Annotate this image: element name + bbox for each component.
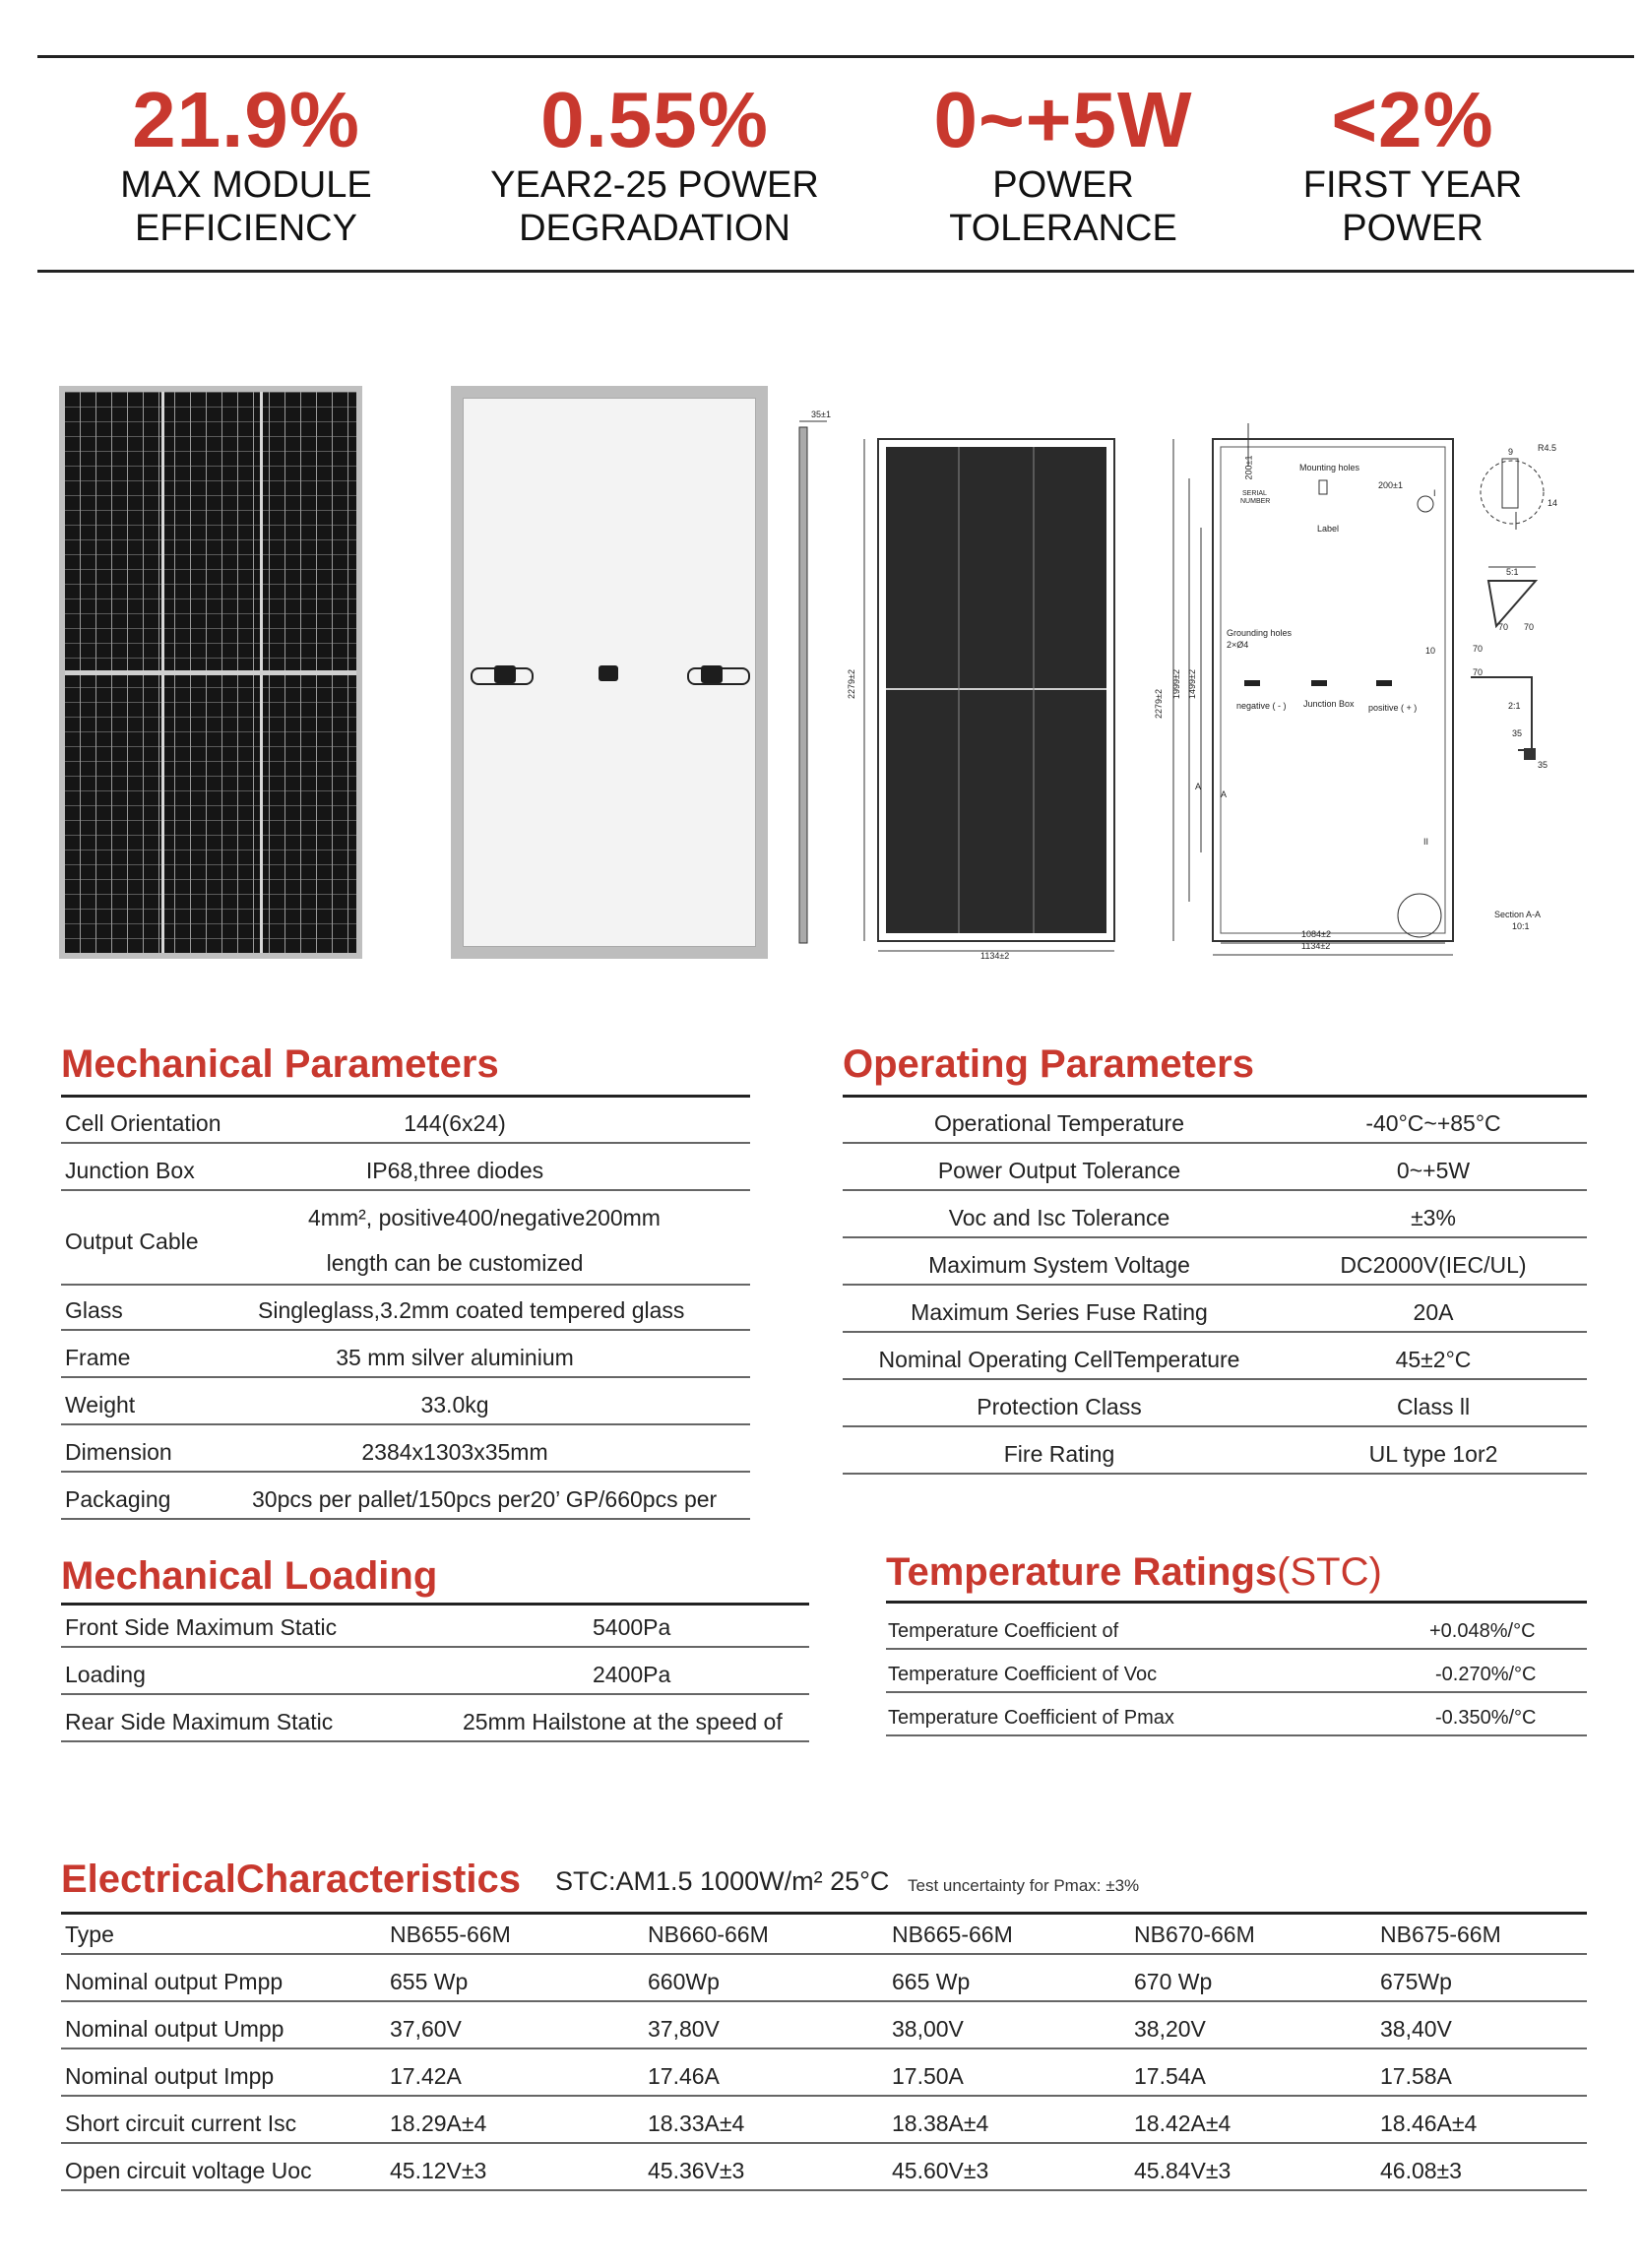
label-junction-box: Junction Box (1303, 699, 1355, 709)
cell-value: NB660-66M (648, 1922, 769, 1947)
kpi-first-year (1235, 77, 1590, 250)
cell-value: 17.42A (390, 2063, 462, 2089)
kpi-efficiency (69, 77, 423, 250)
row-label: Nominal Operating CellTemperature (878, 1347, 1240, 1372)
cell-value: 670 Wp (1134, 1969, 1213, 1994)
row-label: Output Cable (65, 1228, 199, 1254)
table-row (886, 1616, 1587, 1650)
cell-value: 18.38A±4 (892, 2110, 989, 2136)
temperature-title (886, 1549, 1382, 1595)
cell-value: 675Wp (1380, 1969, 1452, 1994)
table-row (886, 1703, 1587, 1736)
table-row (843, 1108, 1587, 1144)
electrical-stc: STC:AM1.5 1000W/m² 25°C (555, 1866, 890, 1896)
cell-value: 45.12V±3 (390, 2158, 487, 2183)
table-row (61, 1390, 750, 1425)
cell-value: 17.58A (1380, 2063, 1452, 2089)
row-value: 33.0kg (420, 1392, 489, 1418)
table-row (61, 2109, 1587, 2144)
row-label: Temperature Coefficient of (888, 1620, 1119, 1642)
label-negative: negative ( - ) (1236, 701, 1287, 711)
row-value: UL type 1or2 (1368, 1441, 1498, 1467)
cell-value: 17.50A (892, 2063, 964, 2089)
kpi-label-line2: DEGRADATION (519, 208, 790, 249)
detail2-scale: 2:1 (1508, 701, 1521, 711)
table-row (61, 1108, 750, 1144)
electrical-rule (61, 1912, 1587, 1915)
dim-side-thickness: 35±1 (811, 410, 831, 419)
table-row (61, 2014, 1587, 2049)
table-row (61, 1343, 750, 1378)
cell-value: 38,20V (1134, 2016, 1206, 2042)
detail1-radius: R4.5 (1538, 443, 1557, 453)
row-label: Power Output Tolerance (937, 1158, 1181, 1183)
row-label: Temperature Coefficient of Pmax (888, 1707, 1174, 1729)
table-row (61, 1660, 809, 1695)
table-row (886, 1660, 1587, 1693)
detail1-scale: 5:1 (1506, 567, 1519, 577)
cell-value: 38,40V (1380, 2016, 1452, 2042)
detail1-9: 9 (1508, 447, 1514, 457)
cell-value: 18.33A±4 (648, 2110, 745, 2136)
detail3-title: Section A-A (1494, 910, 1542, 919)
kpi-label-line2: TOLERANCE (949, 208, 1177, 249)
row-label: Short circuit current Isc (65, 2110, 297, 2136)
label-grounding-size: 2×Ø4 (1227, 640, 1249, 650)
mechanical-title: Mechanical Parameters (61, 1042, 499, 1086)
table-row (61, 1437, 750, 1473)
cell-value: 45.84V±3 (1134, 2158, 1232, 2183)
row-value: 2384x1303x35mm (361, 1439, 548, 1465)
kpi-label-line1: MAX MODULE (120, 164, 372, 206)
cell-value: 45.60V±3 (892, 2158, 989, 2183)
cell-value: 37,80V (648, 2016, 720, 2042)
label-roman-1: I (1433, 488, 1436, 498)
panel-front-image (59, 386, 362, 959)
panel-back-image (451, 386, 768, 959)
dim-inner-height-1: 1999±2 (1170, 669, 1181, 699)
row-value: ±3% (1411, 1205, 1456, 1230)
row-value: -0.270%/°C (1435, 1664, 1537, 1685)
row-label: Operational Temperature (934, 1110, 1184, 1136)
detail2-70c: 70 (1473, 644, 1484, 654)
row-label: Nominal output Umpp (65, 2016, 284, 2042)
dim-front-width: 1134±2 (980, 951, 1010, 961)
label-roman-2: II (1423, 837, 1429, 847)
row-label: Weight (65, 1392, 136, 1418)
row-value: 0~+5W (1396, 1158, 1471, 1183)
row-label: Loading (65, 1662, 146, 1687)
kpi-label-line1: YEAR2-25 POWER (490, 164, 819, 206)
row-label: Open circuit voltage Uoc (65, 2158, 312, 2183)
cell-value: NB670-66M (1134, 1922, 1255, 1947)
label-label: Label (1317, 524, 1340, 534)
table-row (843, 1345, 1587, 1380)
cell-value: NB655-66M (390, 1922, 511, 1947)
cell-value: 665 Wp (892, 1969, 971, 1994)
table-row (61, 1484, 750, 1520)
table-row (843, 1203, 1587, 1238)
row-value: 45±2°C (1395, 1347, 1472, 1372)
row-value: 5400Pa (593, 1614, 671, 1640)
row-value: 2400Pa (593, 1662, 671, 1687)
dim-ten: 10 (1425, 646, 1436, 656)
dim-inner-width: 1084±2 (1301, 929, 1331, 939)
row-value: 4mm², positive400/negative200mm (308, 1205, 661, 1230)
table-row (61, 1707, 809, 1742)
cell-value: 17.54A (1134, 2063, 1206, 2089)
row-value: -0.350%/°C (1435, 1707, 1537, 1729)
temperature-title-main: Temperature Ratings (886, 1550, 1278, 1594)
loading-title: Mechanical Loading (61, 1554, 438, 1598)
kpi-value: 21.9% (132, 76, 360, 163)
table-row (61, 2061, 1587, 2097)
technical-drawing (788, 404, 1634, 975)
row-label: Fire Rating (1003, 1441, 1115, 1467)
kpi-label-line2: EFFICIENCY (135, 208, 357, 249)
row-value: Singleglass,3.2mm coated tempered glass (258, 1297, 685, 1323)
dim-top-offset: 200±1 (1243, 455, 1254, 480)
row-label: Packaging (65, 1486, 171, 1512)
detail2-70a: 70 (1498, 622, 1509, 632)
row-label: Maximum System Voltage (928, 1252, 1190, 1278)
row-value: 30pcs per pallet/150pcs per20’ GP/660pcs per (252, 1486, 718, 1512)
row-value-line2: length can be customized (326, 1250, 584, 1276)
label-mounting-holes: Mounting holes (1299, 463, 1360, 472)
row-value: Class ll (1396, 1394, 1471, 1419)
cell-value: 37,60V (390, 2016, 462, 2042)
detail3-35b: 35 (1538, 760, 1548, 770)
row-value: IP68,three diodes (365, 1158, 544, 1183)
kpi-degradation (477, 77, 832, 250)
detail2-70b: 70 (1524, 622, 1535, 632)
table-row (61, 1156, 750, 1191)
table-row (843, 1439, 1587, 1475)
row-value: 35 mm silver aluminium (336, 1345, 574, 1370)
dim-back-height: 2279±2 (1153, 689, 1164, 719)
row-value: +0.048%/°C (1429, 1620, 1536, 1642)
temperature-title-suffix: (STC) (1277, 1550, 1382, 1594)
row-label: Dimension (65, 1439, 172, 1465)
dim-inner-height-2: 1499±2 (1186, 669, 1197, 699)
cell-value: 38,00V (892, 2016, 964, 2042)
label-serial: SERIAL (1242, 490, 1267, 497)
dim-mounting-offset: 200±1 (1378, 480, 1403, 490)
table-row (61, 1612, 809, 1648)
cell-value: 18.29A±4 (390, 2110, 487, 2136)
table-row (61, 1295, 750, 1331)
label-grounding: Grounding holes (1227, 628, 1293, 638)
electrical-title: ElectricalCharacteristics (61, 1858, 521, 1901)
label-section-a-left: A (1195, 782, 1202, 791)
cell-value: 46.08±3 (1380, 2158, 1462, 2183)
detail3-scale: 10:1 (1512, 921, 1530, 931)
loading-rule (61, 1603, 809, 1606)
operating-rule (843, 1095, 1587, 1098)
mechanical-rule (61, 1095, 750, 1098)
row-value: 25mm Hailstone at the speed of (463, 1709, 783, 1734)
row-value: 20A (1413, 1299, 1454, 1325)
kpi-label-line2: POWER (1342, 208, 1484, 249)
kpi-value: <2% (1331, 76, 1494, 163)
cell-value: NB665-66M (892, 1922, 1013, 1947)
row-label: Junction Box (65, 1158, 195, 1183)
cell-value: 17.46A (648, 2063, 720, 2089)
kpi-tolerance (886, 77, 1240, 250)
label-number: NUMBER (1240, 498, 1271, 505)
table-row (61, 2156, 1587, 2191)
kpi-value: 0.55% (540, 76, 769, 163)
row-label: Glass (65, 1297, 123, 1323)
cell-value: 45.36V±3 (648, 2158, 745, 2183)
row-label: Nominal output Impp (65, 2063, 275, 2089)
kpi-label-line1: POWER (992, 164, 1134, 206)
drawing-svg (788, 404, 1634, 975)
cell-value: 655 Wp (390, 1969, 469, 1994)
table-row (843, 1392, 1587, 1427)
row-label: Rear Side Maximum Static (65, 1709, 334, 1734)
dim-side-height: 2279±2 (846, 669, 856, 699)
table-row (61, 1967, 1587, 2002)
electrical-uncertainty: Test uncertainty for Pmax: ±3% (908, 1876, 1140, 1895)
header-bottom-rule (37, 270, 1634, 273)
table-row (843, 1156, 1587, 1191)
table-row (843, 1250, 1587, 1286)
cell-value: 660Wp (648, 1969, 720, 1994)
temperature-rule (886, 1601, 1587, 1604)
label-section-a-right: A (1221, 789, 1228, 799)
row-value: -40°C~+85°C (1365, 1110, 1501, 1136)
row-label: Nominal output Pmpp (65, 1969, 284, 1994)
row-label: Voc and Isc Tolerance (948, 1205, 1170, 1230)
kpi-value: 0~+5W (933, 76, 1193, 163)
detail2-70d: 70 (1473, 667, 1484, 677)
table-row (61, 1920, 1587, 1955)
detail3-35a: 35 (1512, 728, 1523, 738)
table-row (843, 1297, 1587, 1333)
row-label: Front Side Maximum Static (65, 1614, 338, 1640)
row-label: Temperature Coefficient of Voc (888, 1664, 1158, 1685)
kpi-label-line1: FIRST YEAR (1302, 164, 1523, 206)
cell-value: 18.46A±4 (1380, 2110, 1478, 2136)
operating-title: Operating Parameters (843, 1042, 1254, 1086)
row-label: Protection Class (977, 1394, 1142, 1419)
row-label: Type (65, 1922, 114, 1947)
cell-value: 18.42A±4 (1134, 2110, 1232, 2136)
row-label: Maximum Series Fuse Rating (911, 1299, 1208, 1325)
label-positive: positive ( + ) (1368, 703, 1418, 713)
top-rule (37, 55, 1634, 58)
row-value: 144(6x24) (404, 1110, 506, 1136)
table-row (61, 1203, 750, 1286)
dim-outer-width: 1134±2 (1301, 941, 1331, 951)
row-label: Cell Orientation (65, 1110, 221, 1136)
row-value: DC2000V(IEC/UL) (1340, 1252, 1527, 1278)
row-label: Frame (65, 1345, 131, 1370)
detail1-14: 14 (1547, 498, 1558, 508)
cell-value: NB675-66M (1380, 1922, 1501, 1947)
